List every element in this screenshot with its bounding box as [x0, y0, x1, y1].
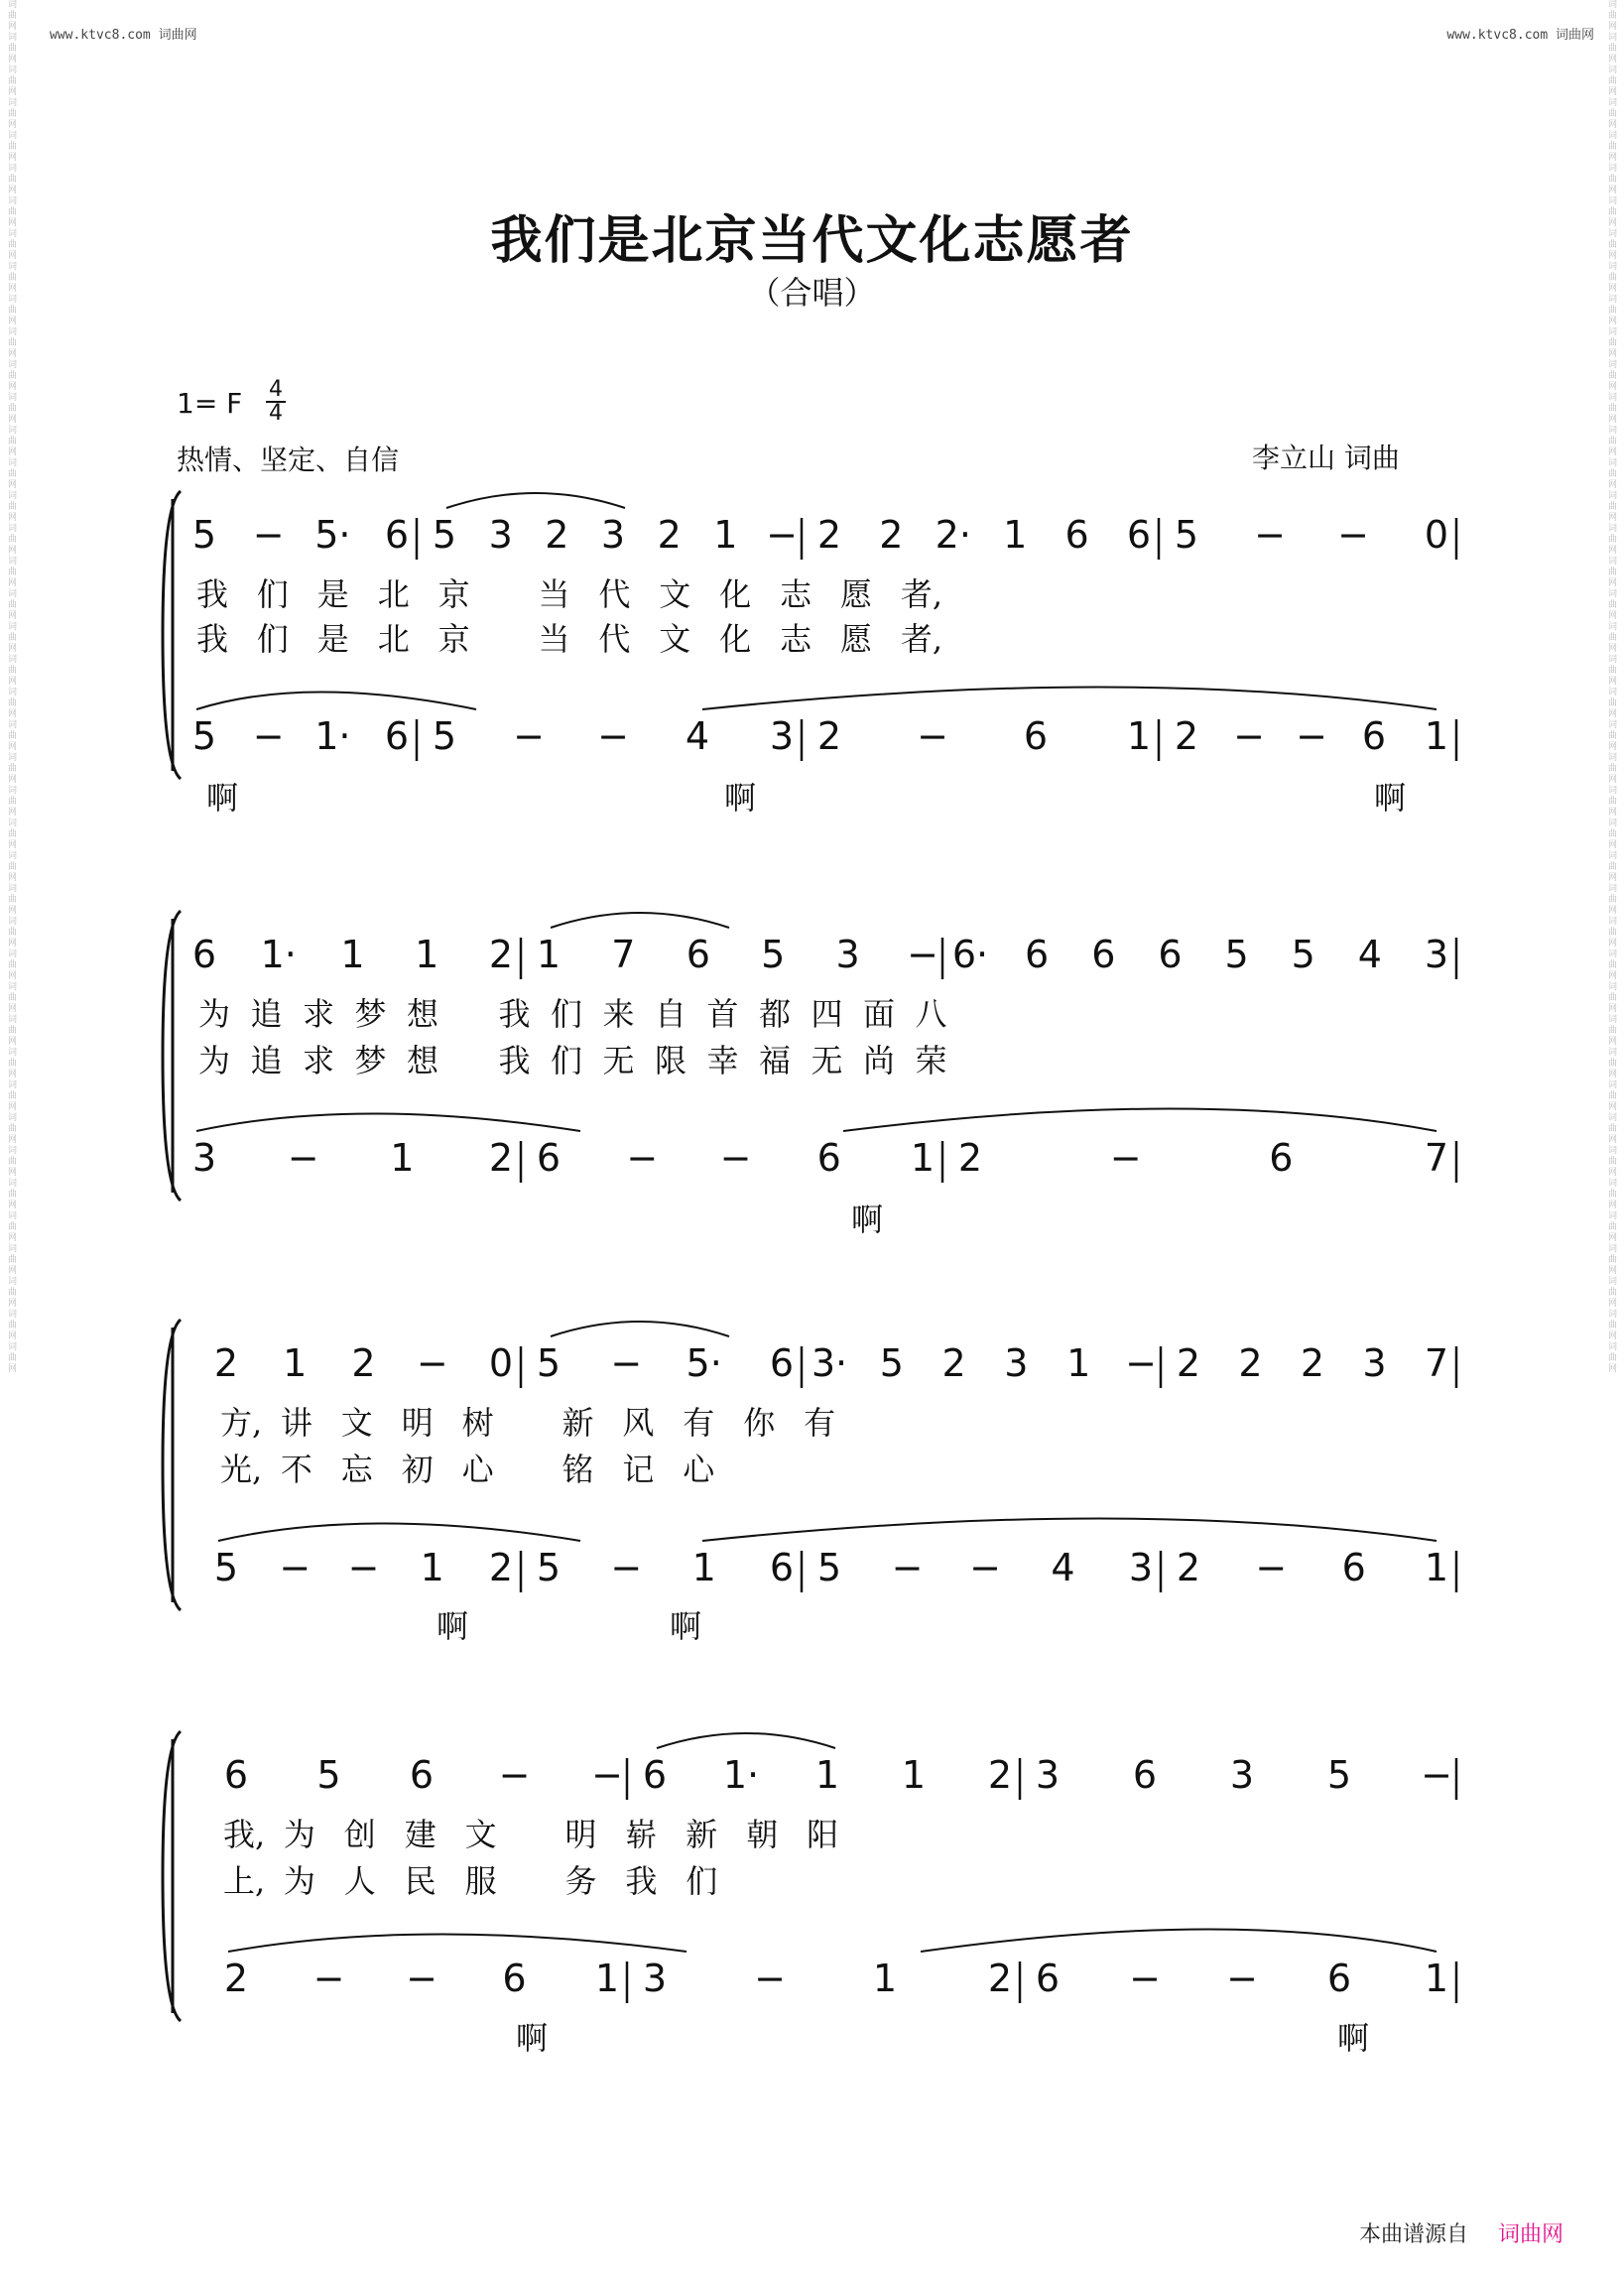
lyric-verse-2: 上, — [223, 1862, 266, 1900]
lower-note: 3 — [1128, 1546, 1154, 1589]
upper-note: − — [610, 1341, 643, 1385]
upper-note: 6 — [1064, 513, 1089, 557]
upper-note: 5 — [316, 1753, 341, 1797]
upper-note: 5 — [1291, 933, 1315, 976]
lyric-verse-1: 们 — [551, 995, 583, 1033]
lower-note: 5 — [213, 1546, 239, 1589]
lyric-verse-2: 我 — [196, 620, 229, 658]
upper-note: 2 — [1176, 1341, 1201, 1385]
upper-note: 5· — [314, 513, 351, 557]
lower-note: 2 — [1174, 714, 1199, 758]
slur — [551, 913, 729, 928]
lower-note: 1 — [691, 1546, 716, 1589]
lyric-verse-1: 崭 — [625, 1816, 658, 1853]
lyric-verse-2: 光, — [220, 1451, 263, 1488]
upper-note: 2 — [213, 1341, 239, 1385]
lyric-verse-1: 树 — [461, 1404, 494, 1442]
upper-note: − — [416, 1341, 448, 1385]
upper-note: 2· — [935, 513, 971, 557]
lower-note: 6 — [1023, 714, 1049, 758]
lyric-verse-1: 八 — [915, 995, 947, 1033]
slur — [196, 693, 476, 710]
upper-note: 3 — [835, 933, 860, 976]
header-site-left[interactable]: www.ktvc8.com 词曲网 — [50, 28, 197, 43]
lyric-verse-2: 我 — [498, 1042, 531, 1079]
upper-note: − — [252, 513, 285, 557]
lower-note: 1 — [390, 1136, 415, 1180]
lower-note: 1 — [594, 1957, 620, 2000]
slur — [657, 1733, 835, 1748]
upper-note: 3 — [1229, 1753, 1255, 1797]
lyric-verse-2: 人 — [343, 1862, 376, 1900]
lower-note: − — [513, 714, 545, 758]
lower-note: − — [1226, 1957, 1258, 2000]
lyric-verse-2: 服 — [464, 1862, 497, 1900]
lower-note: 6 — [816, 1136, 841, 1180]
lyric-verse-2: 福 — [759, 1042, 792, 1079]
upper-note: 6 — [384, 513, 410, 557]
lower-note: 2 — [987, 1957, 1013, 2000]
lyric-verse-2: 志 — [780, 620, 812, 658]
lower-note: 1 — [1424, 1546, 1449, 1589]
lyric-verse-2: 忘 — [340, 1451, 373, 1488]
lyric-verse-1: 新 — [686, 1816, 718, 1853]
upper-note: 5 — [432, 513, 457, 557]
lower-note: 1 — [1424, 1957, 1449, 2000]
lower-note: 6 — [1361, 714, 1387, 758]
lyric-verse-2: 追 — [250, 1042, 283, 1079]
lower-note: 2 — [488, 1136, 514, 1180]
upper-note: 0 — [488, 1341, 514, 1385]
lyric-verse-1: 我, — [223, 1816, 266, 1853]
upper-note: 3 — [600, 513, 626, 557]
lower-note: 6 — [769, 1546, 795, 1589]
lower-lyric: 啊 — [516, 2019, 549, 2057]
lower-note: 5 — [536, 1546, 562, 1589]
lyric-verse-1: 明 — [564, 1816, 597, 1853]
lyric-verse-2: 愿 — [840, 620, 873, 658]
lyric-verse-1: 文 — [659, 575, 691, 613]
lower-note: − — [252, 714, 285, 758]
lyric-verse-2: 求 — [303, 1042, 335, 1079]
right-watermark: 词曲网词曲网词曲网词曲网词曲网词曲网词曲网词曲网词曲网词曲网词曲网词曲网词曲网词曲网词曲网词曲网词曲网词曲网词曲网词曲网词曲网词曲网词曲网词曲网词曲网词曲网词曲网词曲网词曲网词曲网词曲网词曲网词曲网词曲网词曲网词曲网词曲网词曲网词曲网词曲网词曲网词曲网 — [1608, 0, 1618, 1374]
upper-note: 1 — [713, 513, 738, 557]
lower-note: 6 — [1035, 1957, 1061, 2000]
lower-lyric: 啊 — [670, 1607, 702, 1645]
lyric-verse-2: 民 — [404, 1862, 437, 1900]
lyric-verse-2: 们 — [686, 1862, 718, 1900]
lower-note: 2 — [223, 1957, 249, 2000]
lower-note: 3 — [642, 1957, 668, 2000]
lyric-verse-1: 建 — [404, 1816, 437, 1853]
lyric-verse-2: 限 — [655, 1042, 687, 1079]
lyric-verse-1: 想 — [407, 995, 439, 1033]
upper-note: 5 — [536, 1341, 562, 1385]
lower-lyric: 啊 — [1374, 779, 1407, 817]
lower-note: − — [287, 1136, 319, 1180]
time-signature-bottom: 4 — [266, 401, 286, 425]
upper-note: 6 — [1091, 933, 1116, 976]
lyric-verse-2: 化 — [719, 620, 752, 658]
lyric-verse-1: 志 — [780, 575, 812, 613]
upper-note: 4 — [1357, 933, 1382, 976]
lyric-verse-2: 心 — [461, 1451, 494, 1488]
lyric-verse-1: 方, — [220, 1404, 263, 1442]
lyric-verse-1: 我 — [196, 575, 229, 613]
lower-note: 6 — [1341, 1546, 1366, 1589]
upper-note: 2 — [987, 1753, 1013, 1797]
slur — [446, 493, 625, 508]
upper-note: − — [498, 1753, 531, 1797]
lower-note: 1 — [872, 1957, 898, 2000]
lower-note: − — [891, 1546, 924, 1589]
upper-note: 2 — [351, 1341, 376, 1385]
lyric-verse-1: 化 — [719, 575, 752, 613]
lower-note: 5 — [816, 1546, 842, 1589]
lower-note: 2 — [957, 1136, 983, 1180]
lyric-verse-1: 追 — [250, 995, 283, 1033]
lyric-verse-2: 北 — [377, 620, 410, 658]
lyric-verse-1: 愿 — [840, 575, 873, 613]
upper-note: 2 — [1300, 1341, 1325, 1385]
upper-note: 1 — [1003, 513, 1028, 557]
lower-note: − — [626, 1136, 659, 1180]
lyric-verse-2: 们 — [256, 620, 289, 658]
lyric-verse-2: 京 — [437, 620, 470, 658]
upper-note: 1 — [901, 1753, 927, 1797]
upper-note: 6 — [769, 1341, 795, 1385]
lyric-verse-1: 梦 — [354, 995, 387, 1033]
upper-note: 5 — [761, 933, 786, 976]
lyric-verse-1: 我 — [498, 995, 531, 1033]
upper-note: 2 — [879, 513, 904, 557]
lyric-verse-2: 务 — [564, 1862, 597, 1900]
credits: 李立山 词曲 — [1252, 442, 1400, 474]
lower-note: − — [969, 1546, 1001, 1589]
upper-note: 1· — [260, 933, 297, 976]
upper-note: 1 — [340, 933, 365, 976]
upper-note: 2 — [941, 1341, 966, 1385]
lower-note: − — [279, 1546, 312, 1589]
lyric-verse-1: 来 — [602, 995, 635, 1033]
upper-note: 0 — [1424, 513, 1449, 557]
lyric-verse-1: 当 — [538, 575, 570, 613]
lower-note: 2 — [816, 714, 842, 758]
lyric-verse-1: 有 — [804, 1404, 836, 1442]
upper-note: 6 — [686, 933, 710, 976]
upper-note: 3 — [1035, 1753, 1061, 1797]
lower-note: − — [610, 1546, 643, 1589]
slur — [921, 1930, 1437, 1953]
lyric-verse-2: 为 — [283, 1862, 315, 1900]
lower-note: 3 — [769, 714, 795, 758]
upper-note: 6 — [409, 1753, 435, 1797]
lower-note: 6 — [384, 714, 410, 758]
slur — [228, 1935, 687, 1953]
lower-note: 2 — [1176, 1546, 1201, 1589]
lyric-verse-1: 者, — [900, 575, 943, 613]
lyric-verse-1: 为 — [198, 995, 231, 1033]
lower-note: 1 — [910, 1136, 936, 1180]
slur — [702, 688, 1437, 710]
upper-note: 6 — [191, 933, 217, 976]
lyric-verse-1: 新 — [562, 1404, 594, 1442]
lower-note: 6 — [1269, 1136, 1294, 1180]
upper-note: 3 — [488, 513, 513, 557]
lower-note: − — [406, 1957, 437, 2000]
lyric-verse-2: 我 — [625, 1862, 658, 1900]
upper-note: 5 — [1326, 1753, 1352, 1797]
lyric-verse-1: 风 — [622, 1404, 655, 1442]
upper-note: 1· — [722, 1753, 760, 1797]
lyric-verse-2: 们 — [551, 1042, 583, 1079]
slur — [843, 1109, 1437, 1132]
lyric-verse-1: 阳 — [807, 1816, 839, 1853]
upper-note: 7 — [611, 933, 636, 976]
upper-note: 3 — [1424, 933, 1449, 976]
lyric-verse-2: 心 — [683, 1451, 715, 1488]
upper-note: 2 — [488, 933, 514, 976]
lower-note: 1 — [1424, 714, 1449, 758]
lyric-verse-2: 不 — [280, 1451, 312, 1488]
upper-note: 2 — [545, 513, 569, 557]
lyric-verse-1: 有 — [683, 1404, 715, 1442]
lyric-verse-1: 北 — [377, 575, 410, 613]
lyric-verse-2: 无 — [811, 1042, 843, 1079]
lyric-verse-1: 为 — [283, 1816, 315, 1853]
lyric-verse-1: 首 — [706, 995, 739, 1033]
lyric-verse-1: 求 — [303, 995, 335, 1033]
lyric-verse-1: 都 — [759, 995, 792, 1033]
lower-lyric: 啊 — [206, 779, 239, 817]
lower-note: − — [1255, 1546, 1288, 1589]
song-title: 我们是北京当代文化志愿者 — [490, 211, 1134, 271]
lyric-verse-1: 自 — [655, 995, 687, 1033]
lower-note: − — [597, 714, 629, 758]
upper-note: 3· — [811, 1341, 848, 1385]
lyric-verse-2: 荣 — [915, 1042, 947, 1079]
lower-note: 1 — [1126, 714, 1152, 758]
upper-note: 5 — [191, 513, 217, 557]
upper-note: 5 — [879, 1341, 904, 1385]
lyric-verse-2: 梦 — [354, 1042, 387, 1079]
upper-note: − — [1125, 1341, 1157, 1385]
lyric-verse-2: 幸 — [706, 1042, 739, 1079]
slur — [551, 1322, 729, 1336]
slur — [702, 1519, 1437, 1542]
upper-note: 6 — [1025, 933, 1050, 976]
lower-note: 5 — [432, 714, 457, 758]
upper-note: 6 — [223, 1753, 249, 1797]
upper-note: 1 — [536, 933, 562, 976]
lyric-verse-1: 明 — [401, 1404, 434, 1442]
lyric-verse-2: 无 — [602, 1042, 635, 1079]
upper-note: 2 — [816, 513, 842, 557]
upper-note: − — [1337, 513, 1369, 557]
upper-note: − — [1254, 513, 1286, 557]
lower-note: 6 — [1326, 1957, 1352, 2000]
upper-note: 6 — [642, 1753, 668, 1797]
key-signature: 1= F — [177, 387, 243, 420]
upper-note: − — [1421, 1753, 1452, 1797]
upper-note: 1 — [1066, 1341, 1091, 1385]
lyric-verse-2: 记 — [622, 1451, 655, 1488]
lyric-verse-1: 代 — [598, 575, 631, 613]
upper-note: 1 — [283, 1341, 308, 1385]
left-watermark: 词曲网词曲网词曲网词曲网词曲网词曲网词曲网词曲网词曲网词曲网词曲网词曲网词曲网词曲网词曲网词曲网词曲网词曲网词曲网词曲网词曲网词曲网词曲网词曲网词曲网词曲网词曲网词曲网词曲网词曲网词曲网词曲网词曲网词曲网词曲网词曲网词曲网词曲网词曲网词曲网词曲网词曲网 — [8, 0, 18, 1374]
upper-note: 7 — [1424, 1341, 1449, 1385]
upper-note: − — [591, 1753, 623, 1797]
lyric-verse-2: 当 — [538, 620, 570, 658]
upper-note: 5 — [1174, 513, 1199, 557]
lower-note: − — [1296, 714, 1327, 758]
lyric-verse-2: 铭 — [562, 1451, 594, 1488]
lyric-verse-2: 初 — [401, 1451, 434, 1488]
lower-note: 6 — [502, 1957, 527, 2000]
lower-note: − — [312, 1957, 345, 2000]
upper-note: 6· — [951, 933, 989, 976]
lower-note: 6 — [536, 1136, 562, 1180]
lyric-verse-1: 讲 — [280, 1404, 312, 1442]
lower-note: 2 — [488, 1546, 514, 1589]
upper-note: 6 — [1158, 933, 1183, 976]
upper-note: 6 — [1132, 1753, 1158, 1797]
upper-note: 1 — [814, 1753, 840, 1797]
lower-lyric: 啊 — [851, 1201, 884, 1238]
lower-note: − — [1129, 1957, 1161, 2000]
upper-note: 2 — [657, 513, 682, 557]
lower-lyric: 啊 — [724, 779, 757, 817]
lyric-verse-1: 是 — [316, 575, 349, 613]
tempo-marking: 热情、坚定、自信 — [177, 443, 400, 476]
upper-note: 6 — [1126, 513, 1152, 557]
lyric-verse-1: 文 — [464, 1816, 497, 1853]
slur — [196, 1114, 580, 1132]
lyric-verse-1: 文 — [340, 1404, 373, 1442]
lower-note: 4 — [1051, 1546, 1075, 1589]
lower-lyric: 啊 — [1337, 2019, 1370, 2057]
lyric-verse-2: 是 — [316, 620, 349, 658]
lyric-verse-2: 为 — [198, 1042, 231, 1079]
lower-note: − — [917, 714, 948, 758]
lower-note: 7 — [1424, 1136, 1449, 1180]
upper-note: − — [766, 513, 798, 557]
lower-note: − — [347, 1546, 380, 1589]
lower-note: − — [1233, 714, 1265, 758]
lower-note: 1· — [314, 714, 351, 758]
lyric-verse-2: 文 — [659, 620, 691, 658]
footer-source-site[interactable]: 词曲网 — [1498, 2222, 1564, 2247]
upper-note: 3 — [1004, 1341, 1029, 1385]
time-signature-top: 4 — [269, 377, 283, 402]
lower-note: 3 — [191, 1136, 217, 1180]
lyric-verse-1: 你 — [743, 1404, 776, 1442]
lower-lyric: 啊 — [437, 1607, 469, 1645]
lyric-verse-1: 面 — [863, 995, 896, 1033]
lyric-verse-2: 尚 — [863, 1042, 896, 1079]
lyric-verse-2: 代 — [598, 620, 631, 658]
lyric-verse-1: 四 — [811, 995, 843, 1033]
upper-note: 1 — [415, 933, 439, 976]
lyric-verse-1: 朝 — [746, 1816, 779, 1853]
lower-note: 4 — [685, 714, 710, 758]
lyric-verse-2: 想 — [407, 1042, 439, 1079]
lower-note: − — [719, 1136, 752, 1180]
upper-note: − — [907, 933, 938, 976]
lower-note: − — [754, 1957, 786, 2000]
lower-note: − — [1109, 1136, 1142, 1180]
lower-note: 5 — [191, 714, 217, 758]
upper-note: 3 — [1362, 1341, 1387, 1385]
upper-note: 5 — [1224, 933, 1249, 976]
lower-note: 1 — [420, 1546, 444, 1589]
lyric-verse-1: 们 — [256, 575, 289, 613]
header-site-right[interactable]: www.ktvc8.com 词曲网 — [1446, 28, 1594, 43]
song-subtitle: （合唱） — [748, 274, 876, 312]
lyric-verse-2: 者, — [900, 620, 943, 658]
upper-note: 5· — [686, 1341, 722, 1385]
footer-source-label: 本曲谱源自 — [1359, 2222, 1469, 2247]
lyric-verse-1: 京 — [437, 575, 470, 613]
lyric-verse-1: 创 — [343, 1816, 376, 1853]
upper-note: 2 — [1238, 1341, 1263, 1385]
slur — [218, 1524, 580, 1542]
